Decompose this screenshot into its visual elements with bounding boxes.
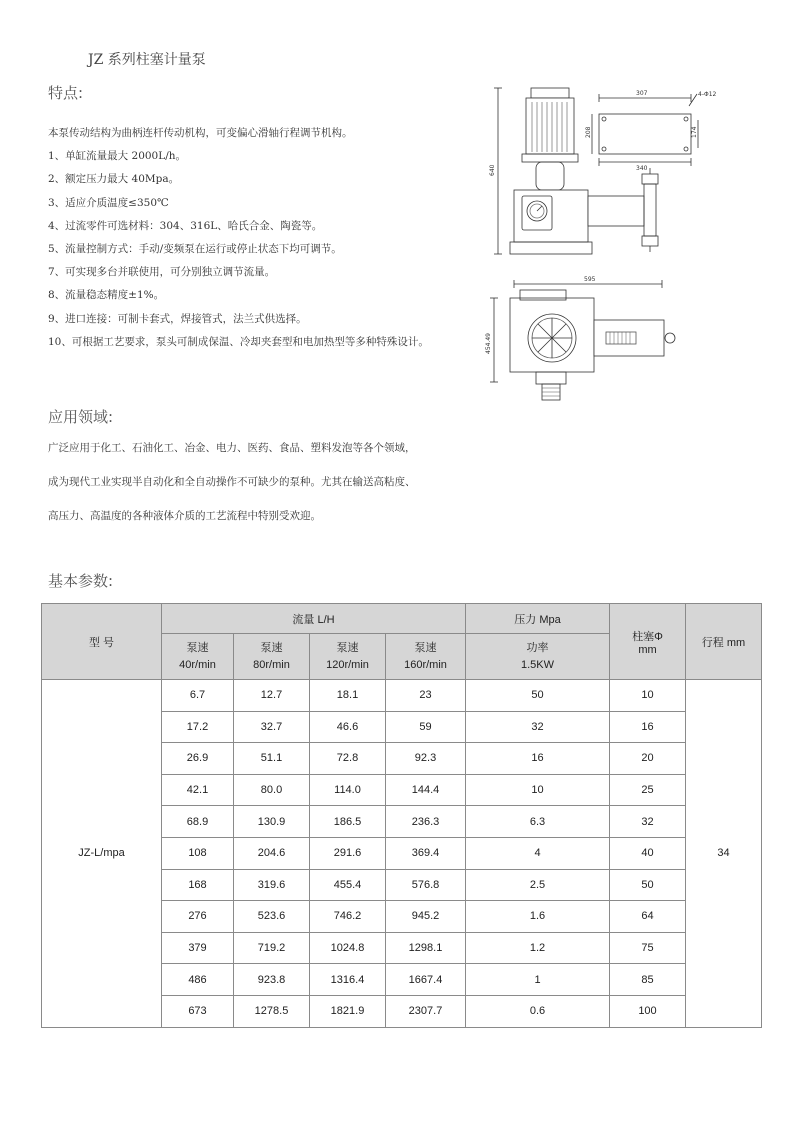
parameters-table-body bbox=[42, 680, 762, 1028]
gear-housing bbox=[514, 190, 588, 242]
pump-head-valves bbox=[644, 184, 656, 236]
table-cell: 50 bbox=[610, 869, 686, 901]
table-cell: 59 bbox=[386, 711, 466, 743]
table-cell: 42.1 bbox=[162, 774, 234, 806]
features-list bbox=[48, 122, 488, 354]
table-cell: 16 bbox=[610, 711, 686, 743]
table-cell: 523.6 bbox=[234, 901, 310, 933]
table-cell: 0.6 bbox=[466, 995, 610, 1027]
table-cell: 32 bbox=[466, 711, 610, 743]
header-power: 功率 1.5KW bbox=[466, 634, 610, 680]
dim-595-label: 595 bbox=[584, 276, 596, 283]
table-cell: 1.2 bbox=[466, 932, 610, 964]
model-cell: JZ-L/mpa bbox=[42, 680, 162, 1028]
application-heading: 应用领域: bbox=[48, 408, 114, 426]
table-cell: 1821.9 bbox=[310, 995, 386, 1027]
header-plunger-line2: mm bbox=[638, 643, 657, 656]
base-outline bbox=[599, 114, 691, 154]
top-pump-head bbox=[594, 320, 664, 356]
table-cell: 10 bbox=[610, 680, 686, 712]
motor-cap bbox=[531, 88, 569, 98]
header-model: 型 号 bbox=[42, 604, 162, 680]
table-cell: 17.2 bbox=[162, 711, 234, 743]
table-cell: 319.6 bbox=[234, 869, 310, 901]
table-cell: 2.5 bbox=[466, 869, 610, 901]
parameters-table bbox=[41, 603, 762, 1028]
table-cell: 75 bbox=[610, 932, 686, 964]
table-cell: 4 bbox=[466, 837, 610, 869]
feature-item: 5、流量控制方式：手动/变频泵在运行或停止状态下均可调节。 bbox=[48, 242, 342, 255]
table-cell: 1 bbox=[466, 964, 610, 996]
params-heading: 基本参数: bbox=[48, 572, 114, 590]
header-plunger bbox=[610, 604, 686, 680]
table-cell: 945.2 bbox=[386, 901, 466, 933]
header-speed-160: 泵速 160r/min bbox=[386, 634, 466, 680]
dim-340-label: 340 bbox=[636, 165, 648, 172]
header-flow: 流量 L/H bbox=[162, 604, 466, 634]
table-cell: 719.2 bbox=[234, 932, 310, 964]
outlet-valve bbox=[665, 333, 675, 343]
table-cell: 369.4 bbox=[386, 837, 466, 869]
table-cell: 23 bbox=[386, 680, 466, 712]
table-cell: 144.4 bbox=[386, 774, 466, 806]
table-cell: 379 bbox=[162, 932, 234, 964]
table-cell: 18.1 bbox=[310, 680, 386, 712]
table-cell: 130.9 bbox=[234, 806, 310, 838]
table-cell: 1298.1 bbox=[386, 932, 466, 964]
table-cell: 32 bbox=[610, 806, 686, 838]
application-line: 成为现代工业实现半自动化和全自动操作不可缺少的泵种。尤其在输送高粘度、 bbox=[48, 476, 416, 488]
table-cell: 20 bbox=[610, 743, 686, 775]
table-cell: 80.0 bbox=[234, 774, 310, 806]
table-cell: 26.9 bbox=[162, 743, 234, 775]
header-speed-80: 泵速 80r/min bbox=[234, 634, 310, 680]
gearbox-neck bbox=[536, 162, 564, 190]
feature-item: 8、流量稳态精度±1%。 bbox=[48, 289, 165, 302]
application-line: 高压力、高温度的各种液体介质的工艺流程中特别受欢迎。 bbox=[48, 510, 321, 522]
table-cell: 46.6 bbox=[310, 711, 386, 743]
table-cell: 1024.8 bbox=[310, 932, 386, 964]
feature-item: 3、适应介质温度≤350℃ bbox=[48, 196, 169, 209]
table-cell: 6.7 bbox=[162, 680, 234, 712]
header-plunger-line1: 柱塞Φ bbox=[632, 630, 663, 643]
table-cell: 486 bbox=[162, 964, 234, 996]
dim-208-label: 208 bbox=[585, 126, 592, 138]
header-speed-40: 泵速 40r/min bbox=[162, 634, 234, 680]
table-cell: 2307.7 bbox=[386, 995, 466, 1027]
table-cell: 673 bbox=[162, 995, 234, 1027]
table-cell: 50 bbox=[466, 680, 610, 712]
table-cell: 746.2 bbox=[310, 901, 386, 933]
table-cell: 168 bbox=[162, 869, 234, 901]
table-cell: 236.3 bbox=[386, 806, 466, 838]
table-cell: 85 bbox=[610, 964, 686, 996]
table-cell: 40 bbox=[610, 837, 686, 869]
table-cell: 12.7 bbox=[234, 680, 310, 712]
table-cell: 51.1 bbox=[234, 743, 310, 775]
header-speed-120: 泵速 120r/min bbox=[310, 634, 386, 680]
table-row bbox=[42, 680, 762, 712]
table-cell: 114.0 bbox=[310, 774, 386, 806]
table-cell: 100 bbox=[610, 995, 686, 1027]
table-cell: 276 bbox=[162, 901, 234, 933]
feature-item: 4、过流零件可选材料：304、316L、哈氏合金、陶瓷等。 bbox=[48, 219, 323, 232]
header-pressure: 压力 Mpa bbox=[466, 604, 610, 634]
table-cell: 6.3 bbox=[466, 806, 610, 838]
header-stroke: 行程 mm bbox=[686, 604, 762, 680]
dim-307-label: 307 bbox=[636, 90, 648, 97]
stroke-cell: 34 bbox=[686, 680, 762, 1028]
dim-174-label: 174 bbox=[691, 126, 698, 138]
features-heading: 特点: bbox=[48, 84, 84, 102]
table-cell: 1316.4 bbox=[310, 964, 386, 996]
table-cell: 1667.4 bbox=[386, 964, 466, 996]
features-intro: 本泵传动结构为曲柄连杆传动机构，可变偏心滑轴行程调节机构。 bbox=[48, 127, 353, 139]
table-cell: 68.9 bbox=[162, 806, 234, 838]
pump-head-body bbox=[588, 196, 644, 226]
table-cell: 32.7 bbox=[234, 711, 310, 743]
table-cell: 72.8 bbox=[310, 743, 386, 775]
table-cell: 186.5 bbox=[310, 806, 386, 838]
table-cell: 1.6 bbox=[466, 901, 610, 933]
feature-item: 1、单缸流量最大 2000L/h。 bbox=[48, 150, 187, 163]
feature-item: 2、额定压力最大 40Mpa。 bbox=[48, 173, 180, 186]
application-line: 广泛应用于化工、石油化工、冶金、电力、医药、食品、塑料发泡等各个领域， bbox=[48, 442, 416, 454]
dim-454-label: 454.49 bbox=[485, 333, 492, 354]
dim-640-label: 640 bbox=[489, 164, 496, 176]
table-cell: 204.6 bbox=[234, 837, 310, 869]
table-cell: 291.6 bbox=[310, 837, 386, 869]
table-cell: 10 bbox=[466, 774, 610, 806]
feature-item: 7、可实现多台并联使用，可分别独立调节流量。 bbox=[48, 266, 276, 279]
page-title: JZ 系列柱塞计量泵 bbox=[88, 52, 206, 68]
dim-bolt-label: 4-Φ12 bbox=[698, 91, 717, 98]
table-cell: 1278.5 bbox=[234, 995, 310, 1027]
pump-base bbox=[510, 242, 592, 254]
table-cell: 16 bbox=[466, 743, 610, 775]
table-cell: 108 bbox=[162, 837, 234, 869]
table-cell: 64 bbox=[610, 901, 686, 933]
application-text bbox=[48, 438, 768, 540]
table-cell: 455.4 bbox=[310, 869, 386, 901]
feature-item: 9、进口连接：可制卡套式，焊接管式，法兰式供选择。 bbox=[48, 312, 307, 325]
feature-item: 10、可根据工艺要求，泵头可制成保温、冷却夹套型和电加热型等多种特殊设计。 bbox=[48, 335, 429, 348]
pump-technical-drawing bbox=[484, 76, 717, 416]
motor-flange bbox=[522, 154, 578, 162]
table-cell: 25 bbox=[610, 774, 686, 806]
table-cell: 92.3 bbox=[386, 743, 466, 775]
table-cell: 923.8 bbox=[234, 964, 310, 996]
table-cell: 576.8 bbox=[386, 869, 466, 901]
